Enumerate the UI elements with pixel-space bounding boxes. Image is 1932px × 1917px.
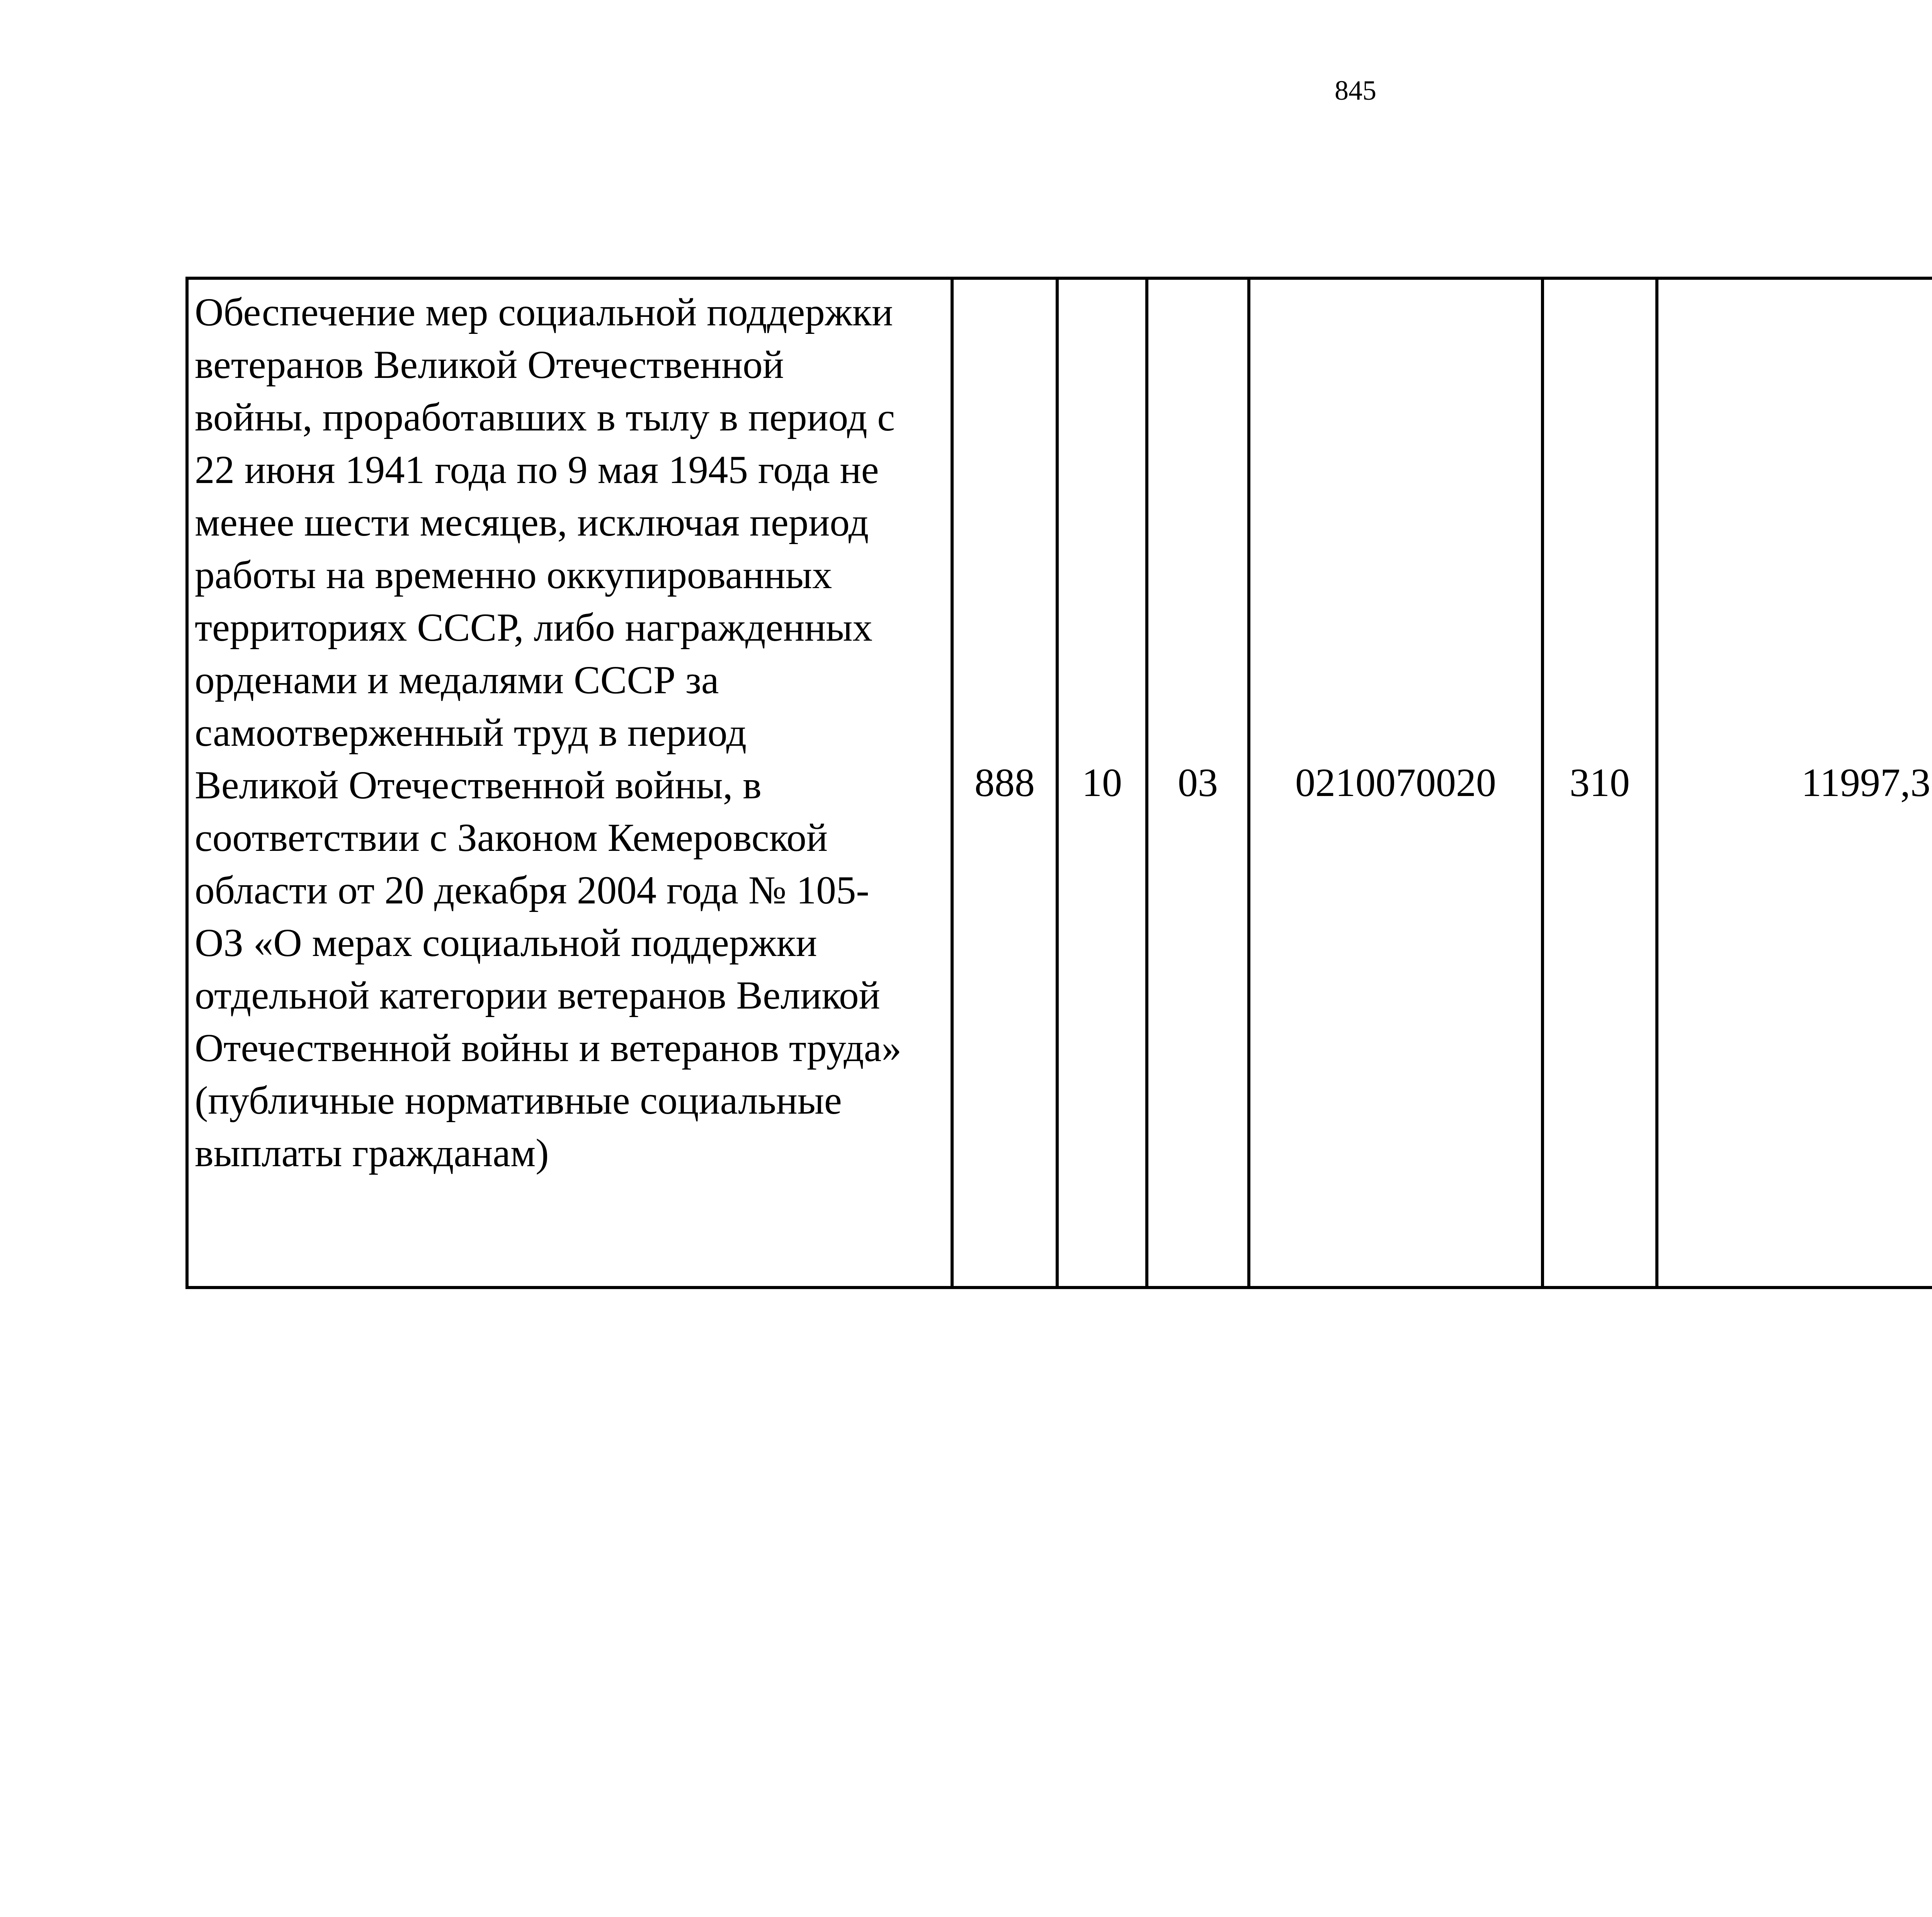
expense-description-cell: Обеспечение мер социальной поддержки ветеранов Великой Отечественной войны, проработавших в тылу в период с 22 июня 1941 года по 9 мая 1945 года не менее шести месяцев, исключая период работы на временно оккупированных территориях СССР, либо награжденных орденами и медалями СССР за самоотверженный труд в период Великой Отечественной войны, в соответствии с Законом Кемеровской области от 20 декабря 2004 года № 105- ОЗ «О мерах социальной поддержки отдельной категории ветеранов Великой Отечественной войны и ветеранов труда» (публичные нормативные социальные выплаты гражданам) — [187, 278, 952, 1288]
expense-type-code-cell: 310 — [1543, 278, 1657, 1288]
page-number: 845 — [1335, 75, 1376, 106]
budget-table — [185, 277, 1932, 1289]
section-code-cell: 10 — [1057, 278, 1147, 1288]
table-row — [187, 278, 1932, 1288]
ministry-code-cell: 888 — [952, 278, 1057, 1288]
subsection-code-cell: 03 — [1147, 278, 1249, 1288]
amount-year-1-cell: 11997,3 — [1657, 278, 1932, 1288]
target-article-code-cell: 0210070020 — [1249, 278, 1543, 1288]
